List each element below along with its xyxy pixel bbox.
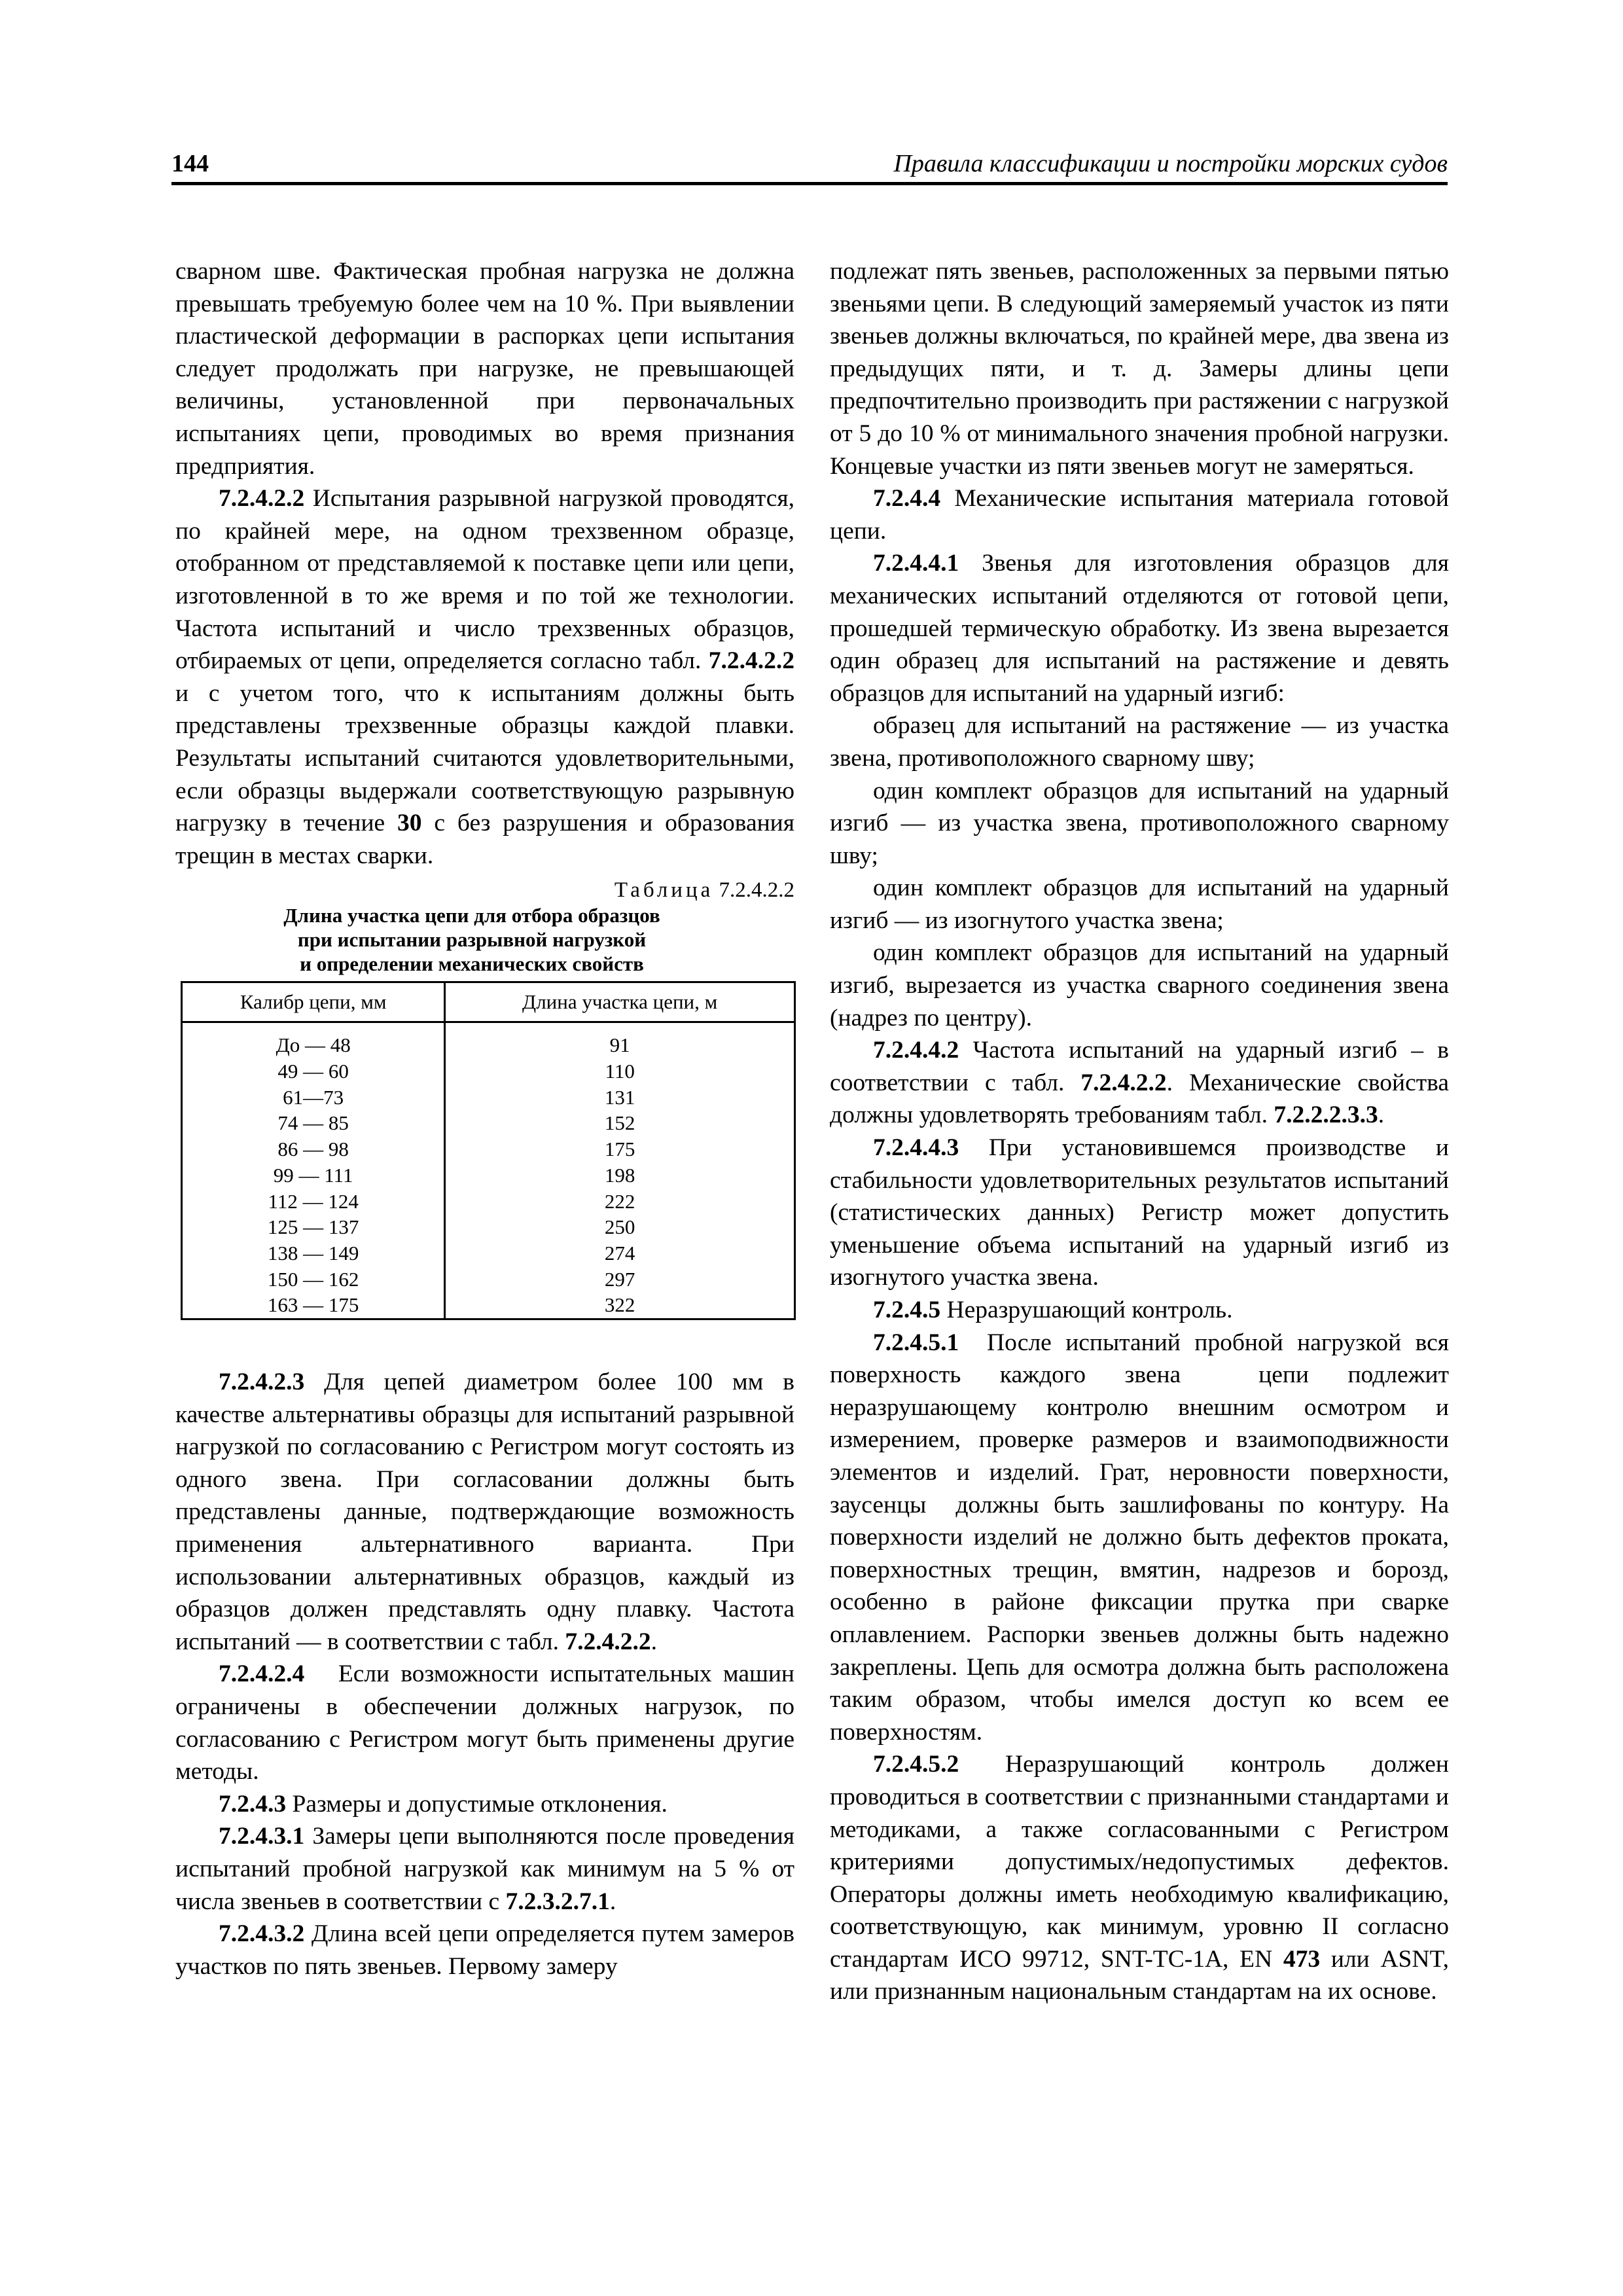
caliber-cell: До — 48 [182,1022,445,1058]
length-cell: 274 [445,1240,795,1266]
paragraph-7-2-4-5-2: 7.2.4.5.2 Неразрушающий контроль должен проводиться в соответствии с признанными стандартами и методиками, а также согласованными с Регистром критериями допустимых/недопустимых дефектов. Операторы должны иметь необходимую квалификацию, соответствующую, как минимум, уровню II согласно стандартам ИСО 99712, SNT-TC-1A, EN 473 или ASNT, или признанным национальным стандартам на их основе. [830,1751,1449,2005]
header-rule [171,182,1448,185]
paragraph-7-2-4-2-2: 7.2.4.2.2 Испытания разрывной нагрузкой проводятся, по крайней мере, на одном трехзвенном образце, отобранном от представляемой к поставке цепи или цепи, изготовленной в то же время и по той же технологии. Частота испытаний и число трехзвенных образцов, отбираемых от цепи, определяется согласно табл. 7.2.4.2.2 и с учетом того, что к испытаниям должны быть представлены трехзвенные образцы каждой плавки. Результаты испытаний считаются удовлетворительными, если образцы выдержали соответствующую разрывную нагрузку в течение 30 с без разрушения и образования трещин в местах сварки. [175,485,794,869]
length-cell: 222 [445,1189,795,1215]
section-number: 7.2.4.5.2 [873,1751,959,1778]
table-row [182,1085,795,1111]
section-number: 7.2.4.4.3 [873,1134,959,1162]
length-cell: 91 [445,1022,795,1058]
table-caption: Таблица 7.2.4.2.2 [614,878,794,903]
paragraph: сварном шве. Фактическая пробная нагрузка не должна превышать требуемую более чем на 10 %. При выявлении пластической деформации в распорках цепи испытания следует продолжать при нагрузке, не превышающей величины, установленной при первоначальных испытаниях цепи, проводимых во время признания предприятия. [175,258,794,480]
length-cell: 152 [445,1110,795,1136]
length-cell: 297 [445,1266,795,1293]
right-column [830,255,1455,2008]
table-title: Длина участка цепи для отбора образцов при испытании разрывной нагрузкой и определении механических свойств [283,904,660,976]
paragraph-7-2-4-2-4: 7.2.4.2.4 Если возможности испытательных машин ограничены в обеспечении должных нагрузок, по согласованию с Регистром могут быть применены другие методы. [175,1660,801,1785]
paragraph-7-2-4-4: 7.2.4.4 Механические испытания материала готовой цепи. [830,485,1449,545]
list-item: один комплект образцов для испытаний на ударный изгиб — из изогнутого участка звена; [830,874,1449,934]
section-number: 7.2.4.2.4 [219,1660,305,1688]
list-item: один комплект образцов для испытаний на ударный изгиб, вырезается из участка сварного соединения звена (надрез по центру). [830,939,1449,1031]
section-number: 7.2.4.2.3 [219,1369,305,1396]
paragraph-7-2-4-5: 7.2.4.5 Неразрушающий контроль. [873,1297,1233,1323]
table-row [182,1110,795,1136]
table-row [182,1240,795,1266]
paragraph-7-2-4-3-2: 7.2.4.3.2 Длина всей цепи определяется путем замеров участков по пять звеньев. Первому замеру [175,1920,794,1980]
length-cell: 175 [445,1136,795,1162]
left-column [175,255,801,1982]
paragraph-7-2-4-4-2: 7.2.4.4.2 Частота испытаний на ударный изгиб – в соответствии с табл. 7.2.4.2.2. Механические свойства должны удовлетворять требованиям табл. 7.2.2.2.3.3. [830,1037,1449,1129]
list-item: один комплект образцов для испытаний на ударный изгиб — из участка звена, противоположного сварному шву; [830,777,1449,869]
caliber-cell: 125 — 137 [182,1214,445,1240]
section-number: 7.2.4.3.1 [219,1823,305,1850]
section-number: 7.2.4.3 [219,1790,287,1818]
length-cell: 110 [445,1058,795,1085]
list-item: образец для испытаний на растяжение — из участка звена, противоположного сварному шву; [830,712,1449,772]
paragraph: подлежат пять звеньев, расположенных за первыми пятью звеньями цепи. В следующий замеряемый участок из пяти звеньев должны включаться, по крайней мере, два звена из предыдущих пяти, и т. д. Замеры длины цепи предпочтительно производить при растяжении с нагрузкой от 5 до 10 % от минимального значения пробной нагрузки. Концевые участки из пяти звеньев могут не замеряться. [830,258,1449,480]
caliber-cell: 138 — 149 [182,1240,445,1266]
section-number: 7.2.4.4 [873,485,941,512]
chain-length-table [181,981,796,1320]
page-header [171,149,1448,182]
table-row [182,1022,795,1058]
caliber-cell: 99 — 111 [182,1162,445,1189]
caliber-cell: 86 — 98 [182,1136,445,1162]
running-title: Правила классификации и постройки морских судов [893,150,1448,177]
table-row [182,1266,795,1293]
table-row [182,1189,795,1215]
length-cell: 131 [445,1085,795,1111]
length-cell: 250 [445,1214,795,1240]
paragraph-7-2-4-3: 7.2.4.3 Размеры и допустимые отклонения. [219,1790,668,1818]
caliber-cell: 150 — 162 [182,1266,445,1293]
length-cell: 198 [445,1162,795,1189]
table-reference: 7.2.4.2.2 [708,647,794,675]
paragraph-7-2-4-4-3: 7.2.4.4.3 При установившемся производстве и стабильности удовлетворительных результатов испытаний (статистических данных) Регистр может допустить уменьшение объема испытаний на ударный изгиб из изогнутого участка звена. [830,1134,1449,1291]
caliber-cell: 61—73 [182,1085,445,1111]
page-number: 144 [171,150,209,177]
column-header: Длина участка цепи, м [445,982,795,1022]
paragraph-7-2-4-4-1: 7.2.4.4.1 Звенья для изготовления образцов для механических испытаний отделяются от готовой цепи, прошедшей термическую обработку. Из звена вырезается один образец для испытаний на растяжение и девять образцов для испытаний на ударный изгиб: [830,550,1449,707]
caliber-cell: 163 — 175 [182,1292,445,1319]
section-number: 7.2.4.5.1 [873,1329,959,1356]
table-row [182,1136,795,1162]
paragraph-7-2-4-5-1: 7.2.4.5.1 После испытаний пробной нагрузкой вся поверхность каждого звена цепи подлежит неразрушающему контролю внешним осмотром и измерением, проверке размеров и взаимоподвижности элементов и изделий. Грат, неровности поверхности, заусенцы должны быть зашлифованы по контуру. На поверхности изделий не должно быть дефектов проката, поверхностных трещин, вмятин, надрезов и борозд, особенно в районе фиксации прутка при сварке оплавлением. Распорки звеньев должны быть надежно закреплены. Цепь для осмотра должна быть расположена таким образом, чтобы имелся доступ ко всем ее поверхностям. [830,1329,1455,1746]
section-number: 7.2.4.5 [873,1297,941,1323]
paragraph-7-2-4-3-1: 7.2.4.3.1 Замеры цепи выполняются после проведения испытаний пробной нагрузкой как минимум на 5 % от числа звеньев в соответствии с 7.2.3.2.7.1. [175,1823,794,1915]
caliber-cell: 112 — 124 [182,1189,445,1215]
caliber-cell: 74 — 85 [182,1110,445,1136]
section-number: 7.2.4.4.2 [873,1037,959,1064]
caliber-cell: 49 — 60 [182,1058,445,1085]
section-number: 7.2.4.3.2 [219,1920,305,1948]
table-row [182,1292,795,1319]
section-number: 7.2.4.4.1 [873,550,959,577]
table-row [182,1214,795,1240]
length-cell: 322 [445,1292,795,1319]
paragraph-7-2-4-2-3: 7.2.4.2.3 Для цепей диаметром более 100 мм в качестве альтернативы образцы для испытаний разрывной нагрузкой по согласованию с Регистром могут состоять из одного звена. При согласовании должны быть представлены данные, подтверждающие возможность применения альтернативного варианта. При использовании альтернативных образцов, каждый из образцов должен представлять одну плавку. Частота испытаний — в соответствии с табл. 7.2.4.2.2. [175,1369,794,1655]
column-header: Калибр цепи, мм [182,982,445,1022]
table-row [182,1162,795,1189]
table-row [182,1058,795,1085]
section-number: 7.2.4.2.2 [219,485,305,512]
